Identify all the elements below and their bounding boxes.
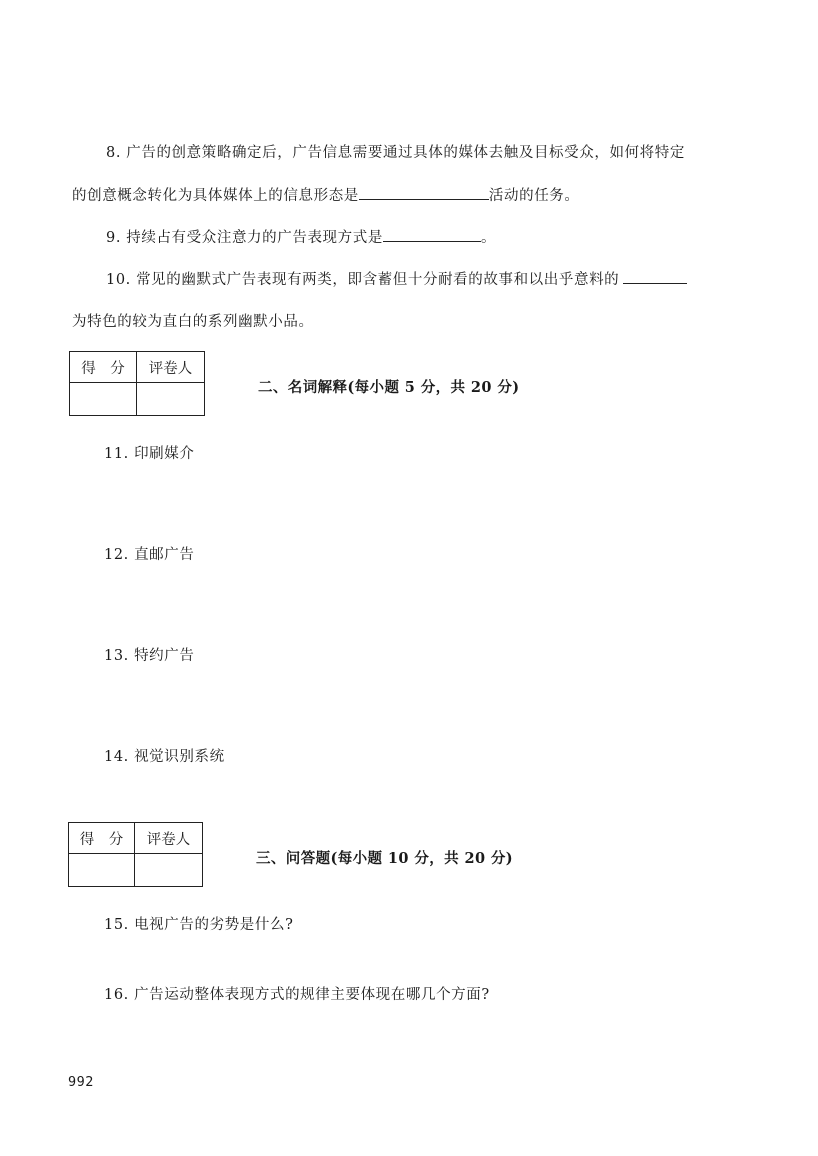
- question-16: 16. 广告运动整体表现方式的规律主要体现在哪几个方面?: [104, 987, 490, 1003]
- grader-cell[interactable]: [137, 383, 205, 416]
- score-cell[interactable]: [69, 854, 135, 887]
- section-3-title: 三、问答题(每小题 10 分，共 20 分): [256, 850, 514, 867]
- grader-label: 评卷人: [137, 352, 205, 383]
- question-9-blank[interactable]: [383, 227, 481, 242]
- question-9-text: 9. 持续占有受众注意力的广告表现方式是: [106, 230, 383, 246]
- question-9: [106, 226, 496, 247]
- question-8-text-before-blank: 的创意概念转化为具体媒体上的信息形态是: [72, 188, 359, 204]
- question-14: 14. 视觉识别系统: [104, 749, 225, 765]
- page-number: 992: [68, 1074, 94, 1090]
- score-cell[interactable]: [70, 383, 137, 416]
- question-8-line-2: [72, 184, 580, 205]
- question-8-line-1: 8. 广告的创意策略确定后，广告信息需要通过具体的媒体去触及目标受众，如何将特定: [106, 145, 685, 161]
- section-2-title: 二、名词解释(每小题 5 分，共 20 分): [258, 379, 520, 396]
- grader-cell[interactable]: [135, 854, 203, 887]
- question-10-line-2: 为特色的较为直白的系列幽默小品。: [72, 314, 314, 330]
- question-8-blank[interactable]: [359, 185, 489, 200]
- question-10-blank[interactable]: [623, 269, 687, 284]
- question-10-text: 10. 常见的幽默式广告表现有两类，即含蓄但十分耐看的故事和以出乎意料的: [106, 272, 620, 288]
- question-11: 11. 印刷媒介: [104, 446, 195, 462]
- score-label: 得 分: [70, 352, 137, 383]
- score-box-section-2: [69, 351, 205, 416]
- score-label: 得 分: [69, 823, 135, 854]
- question-9-end: 。: [480, 230, 497, 246]
- grader-label: 评卷人: [135, 823, 203, 854]
- score-box-section-3: [68, 822, 203, 887]
- question-8-text-after-blank: 活动的任务。: [488, 188, 580, 204]
- question-10-line-1: [106, 268, 687, 289]
- question-15: 15. 电视广告的劣势是什么?: [104, 917, 294, 933]
- question-12: 12. 直邮广告: [104, 547, 195, 563]
- question-13: 13. 特约广告: [104, 648, 195, 664]
